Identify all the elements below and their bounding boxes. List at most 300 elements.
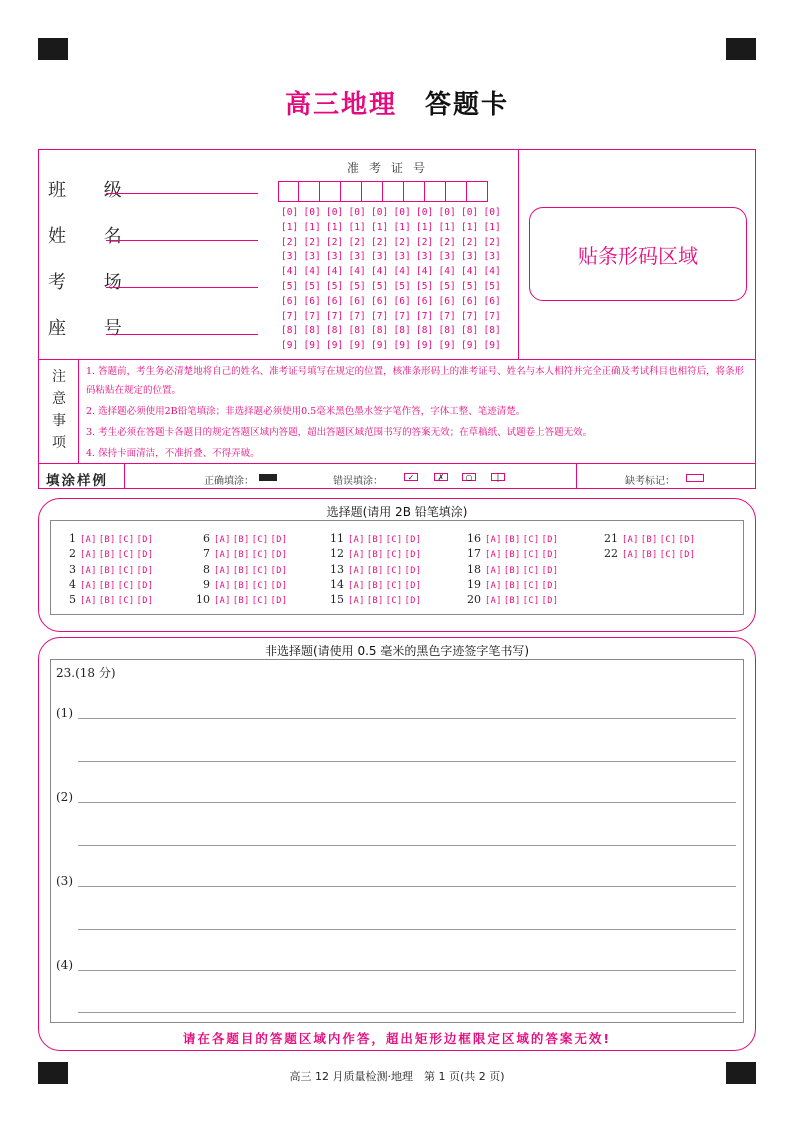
exam-id-box[interactable] (383, 181, 404, 202)
exam-id-digit-bubble[interactable]: [2] (416, 236, 434, 248)
fill-wrong-mark-bar: | (491, 473, 505, 481)
exam-id-digit-bubble[interactable]: [6] (416, 295, 434, 307)
mc-question (192, 547, 289, 560)
exam-id-digit-bubble[interactable]: [1] (281, 221, 299, 233)
exam-id-digit-bubble[interactable]: [5] (281, 280, 299, 292)
mc-option-bubble[interactable]: [B] (366, 596, 384, 607)
exam-id-digit-bubble[interactable]: [9] (303, 340, 321, 352)
exam-id-digit-bubble[interactable]: [2] (348, 236, 366, 248)
essay-part-4-line-2[interactable] (78, 1012, 736, 1013)
exam-id-digit-bubble[interactable]: [8] (281, 325, 299, 337)
mc-option-bubble[interactable]: [B] (232, 596, 250, 607)
mc-option-bubble[interactable]: [C] (251, 580, 269, 591)
fill-example-label: 填涂样例 (46, 473, 108, 489)
exam-id-digit-row (281, 266, 506, 281)
barcode-area: 贴条形码区域 (529, 207, 747, 301)
exam-id-digit-bubble[interactable]: [4] (483, 266, 501, 278)
exam-id-digit-bubble[interactable]: [3] (461, 251, 479, 263)
mc-option-bubble[interactable]: [A] (348, 580, 365, 591)
exam-id-digit-bubble[interactable]: [4] (281, 266, 299, 278)
mc-option-bubble[interactable]: [B] (503, 565, 521, 576)
mc-option-bubble[interactable]: [B] (640, 550, 658, 561)
exam-id-digit-bubble[interactable]: [1] (371, 221, 389, 233)
mc-question-number: 3 (69, 562, 76, 576)
exam-id-digit-bubble[interactable]: [6] (348, 295, 366, 307)
mc-question (463, 578, 560, 591)
mc-question (58, 547, 155, 560)
mc-option-bubble[interactable]: [B] (503, 596, 521, 607)
divider-notice-bottom (38, 463, 756, 464)
mc-question-number: 4 (69, 577, 76, 591)
exam-id-box[interactable] (404, 181, 425, 202)
exam-id-digit-bubble[interactable]: [6] (371, 295, 389, 307)
fill-wrong-label: 错误填涂： (333, 476, 383, 487)
mc-option-bubble[interactable]: [C] (385, 535, 403, 545)
exam-id-digit-bubble[interactable]: [7] (416, 310, 434, 322)
mc-option-bubble[interactable]: [A] (622, 535, 639, 545)
exam-id-digit-bubble[interactable]: [3] (371, 251, 389, 263)
mc-option-bubble[interactable]: [A] (622, 550, 639, 561)
mc-question (463, 563, 560, 576)
exam-id-digit-bubble[interactable]: [6] (461, 295, 479, 307)
exam-id-box[interactable] (467, 181, 488, 202)
mc-option-bubble[interactable]: [D] (270, 565, 288, 576)
mc-option-bubble[interactable]: [B] (232, 565, 250, 576)
exam-id-digit-bubble[interactable]: [0] (303, 207, 321, 218)
mc-option-bubble[interactable]: [B] (98, 550, 116, 561)
exam-id-box[interactable] (446, 181, 467, 202)
notice-label (40, 366, 78, 454)
registration-mark-top-left (38, 38, 68, 60)
exam-id-digit-bubble[interactable]: [5] (483, 280, 501, 292)
mc-question-number: 21 (604, 532, 618, 545)
exam-id-digit-bubble[interactable]: [0] (461, 207, 479, 218)
exam-id-box[interactable] (278, 181, 299, 202)
mc-option-bubble[interactable]: [A] (485, 596, 502, 607)
exam-id-digit-bubble[interactable]: [1] (461, 221, 479, 233)
essay-part-4-label: (4) (56, 958, 73, 972)
exam-id-digit-bubble[interactable]: [6] (326, 295, 344, 307)
exam-id-digit-bubble[interactable]: [3] (438, 251, 456, 263)
title-subject: 高三地理 (284, 90, 397, 120)
mc-option-bubble[interactable]: [B] (640, 535, 658, 545)
exam-id-digit-bubble[interactable]: [8] (438, 325, 456, 337)
mc-option-bubble[interactable]: [C] (522, 535, 540, 545)
exam-id-digit-bubble[interactable]: [3] (281, 251, 299, 263)
mc-question-number: 14 (330, 577, 344, 591)
mc-option-bubble[interactable]: [B] (232, 580, 250, 591)
mc-option-bubble[interactable]: [D] (404, 596, 422, 607)
notice-label-char: 事 (52, 413, 66, 429)
divider-fill-absent (576, 463, 577, 489)
mc-option-bubble[interactable]: [C] (385, 580, 403, 591)
exam-id-digit-bubble[interactable]: [0] (348, 207, 366, 218)
mc-option-bubble[interactable]: [A] (80, 535, 97, 545)
exam-id-digit-bubble[interactable]: [3] (483, 251, 501, 263)
exam-id-digit-row (281, 325, 506, 340)
mc-option-bubble[interactable]: [D] (678, 535, 696, 545)
divider-fill-label (124, 463, 125, 489)
mc-question-number: 10 (196, 593, 210, 607)
exam-id-digit-bubble[interactable]: [8] (393, 325, 411, 337)
essay-part-1-label: (1) (56, 706, 73, 720)
mc-question (192, 563, 289, 576)
exam-id-digit-bubble[interactable]: [1] (416, 221, 434, 233)
mc-option-bubble[interactable]: [A] (348, 535, 365, 545)
exam-id-digit-row (281, 207, 506, 222)
essay-part-2-line-1[interactable] (78, 802, 736, 803)
mc-option-bubble[interactable]: [B] (232, 550, 250, 561)
mc-question (192, 578, 289, 591)
exam-id-digit-bubble[interactable]: [4] (416, 266, 434, 278)
mc-option-bubble[interactable]: [A] (80, 565, 97, 576)
mc-question (326, 578, 423, 591)
exam-id-digit-bubble[interactable]: [9] (371, 340, 389, 352)
exam-id-digit-bubble[interactable]: [4] (348, 266, 366, 278)
exam-id-box[interactable] (362, 181, 383, 202)
mc-option-bubble[interactable]: [D] (136, 565, 154, 576)
mc-option-bubble[interactable]: [D] (270, 580, 288, 591)
mc-option-bubble[interactable]: [A] (485, 535, 502, 545)
exam-id-digit-row (281, 281, 506, 296)
mc-question-number: 13 (330, 562, 344, 576)
exam-id-digit-bubble[interactable]: [1] (393, 221, 411, 233)
exam-id-digit-bubble[interactable]: [5] (461, 280, 479, 292)
essay-part-4-line-1[interactable] (78, 970, 736, 971)
exam-id-digit-bubble[interactable]: [5] (371, 280, 389, 292)
exam-id-digit-bubble[interactable]: [1] (348, 221, 366, 233)
exam-id-digit-bubble[interactable]: [2] (393, 236, 411, 248)
fill-correct-mark (259, 474, 277, 481)
mc-option-bubble[interactable]: [D] (270, 596, 288, 607)
field-seat-label: 座 号 (48, 318, 138, 339)
notice-item-1: 1. 答题前，考生务必清楚地将自己的姓名、准考证号填写在规定的位置，核准条形码上的准考证号、姓名与本人相符并完全正确及考试科目也相符后，将条形码粘贴在规定的位置。 (86, 366, 745, 396)
mc-option-bubble[interactable]: [D] (541, 565, 559, 576)
mc-option-bubble[interactable]: [D] (541, 550, 559, 561)
exam-id-label: 准考证号 (346, 161, 435, 175)
mc-question-number: 2 (69, 547, 76, 561)
exam-id-digit-row (281, 237, 506, 252)
exam-id-digit-bubble[interactable]: [0] (393, 207, 411, 218)
mc-question-number: 18 (467, 562, 481, 576)
exam-id-digit-bubble[interactable]: [4] (438, 266, 456, 278)
mc-option-bubble[interactable]: [D] (270, 550, 288, 561)
exam-id-digit-bubble[interactable]: [9] (393, 340, 411, 352)
exam-id-digit-bubble[interactable]: [4] (326, 266, 344, 278)
mc-option-bubble[interactable]: [C] (117, 550, 135, 561)
mc-option-bubble[interactable]: [D] (136, 535, 154, 545)
notice-label-char: 注 (52, 369, 66, 385)
field-class-label: 班 级 (48, 180, 138, 201)
essay-part-2-line-2[interactable] (78, 845, 736, 846)
exam-id-box[interactable] (299, 181, 320, 202)
exam-id-digit-bubble[interactable]: [0] (483, 207, 501, 218)
exam-id-digit-bubble[interactable]: [3] (393, 251, 411, 263)
exam-id-digit-bubble[interactable]: [8] (416, 325, 434, 337)
exam-id-box[interactable] (425, 181, 446, 202)
field-seat-input[interactable] (106, 334, 258, 335)
mc-option-bubble[interactable]: [A] (348, 550, 365, 561)
mc-question (326, 593, 423, 606)
exam-id-digit-bubble[interactable]: [4] (371, 266, 389, 278)
exam-id-digit-bubble[interactable]: [6] (393, 295, 411, 307)
mc-question-number: 22 (604, 547, 618, 561)
exam-id-digit-bubble[interactable]: [8] (326, 325, 344, 337)
mc-option-bubble[interactable]: [D] (270, 535, 288, 545)
exam-id-digit-bubble[interactable]: [4] (303, 266, 321, 278)
mc-option-bubble[interactable]: [A] (348, 565, 365, 576)
registration-mark-top-right (726, 38, 756, 60)
mc-option-bubble[interactable]: [A] (214, 550, 231, 561)
exam-id-digit-bubble[interactable]: [0] (281, 207, 299, 218)
mc-option-bubble[interactable]: [A] (348, 596, 365, 607)
exam-id-digit-bubble[interactable]: [8] (371, 325, 389, 337)
exam-id-digit-bubble[interactable]: [0] (438, 207, 456, 218)
exam-id-digit-bubble[interactable]: [6] (303, 295, 321, 307)
mc-option-bubble[interactable]: [B] (366, 580, 384, 591)
mc-option-bubble[interactable]: [A] (214, 596, 231, 607)
mc-option-bubble[interactable]: [A] (485, 580, 502, 591)
mc-section-title: 选择题(请用 2B 铅笔填涂) (326, 505, 468, 519)
mc-option-bubble[interactable]: [C] (251, 535, 269, 545)
exam-id-digit-bubble[interactable]: [4] (393, 266, 411, 278)
mc-option-bubble[interactable]: [B] (98, 580, 116, 591)
mc-question-number: 7 (203, 547, 210, 561)
exam-id-digit-bubble[interactable]: [3] (303, 251, 321, 263)
mc-option-bubble[interactable]: [C] (385, 596, 403, 607)
exam-id-digit-row (281, 311, 506, 326)
essay-part-3-line-1[interactable] (78, 886, 736, 887)
title-card: 答题卡 (425, 90, 510, 120)
exam-id-digit-bubble[interactable]: [7] (348, 310, 366, 322)
exam-id-digit-bubble[interactable]: [7] (326, 310, 344, 322)
mc-option-bubble[interactable]: [C] (659, 535, 677, 545)
exam-id-digit-bubble[interactable]: [4] (461, 266, 479, 278)
mc-question-number: 6 (203, 532, 210, 545)
mc-option-bubble[interactable]: [C] (385, 565, 403, 576)
mc-option-bubble[interactable]: [C] (385, 550, 403, 561)
exam-id-digit-bubble[interactable]: [8] (483, 325, 501, 337)
exam-id-digit-bubble[interactable]: [7] (281, 310, 299, 322)
exam-id-digit-bubble[interactable]: [0] (371, 207, 389, 218)
exam-id-digit-bubble[interactable]: [3] (326, 251, 344, 263)
exam-id-digit-bubble[interactable]: [5] (438, 280, 456, 292)
exam-id-digit-bubble[interactable]: [1] (303, 221, 321, 233)
fill-wrong-mark-check: ✓ (404, 473, 418, 481)
mc-question (58, 563, 155, 576)
mc-option-bubble[interactable]: [A] (214, 535, 231, 545)
mc-question-number: 17 (467, 547, 481, 561)
exam-id-digit-grid (281, 207, 506, 355)
mc-option-bubble[interactable]: [C] (117, 580, 135, 591)
mc-question (326, 563, 423, 576)
exam-id-box[interactable] (341, 181, 362, 202)
mc-question-number: 19 (467, 577, 481, 591)
mc-question-number: 11 (330, 532, 344, 545)
mc-option-bubble[interactable]: [B] (366, 565, 384, 576)
exam-id-digit-bubble[interactable]: [2] (281, 236, 299, 248)
mc-option-bubble[interactable]: [B] (366, 550, 384, 561)
mc-option-bubble[interactable]: [D] (404, 535, 422, 545)
exam-id-digit-bubble[interactable]: [9] (326, 340, 344, 352)
mc-option-bubble[interactable]: [C] (659, 550, 677, 561)
exam-id-digit-bubble[interactable]: [9] (483, 340, 501, 352)
fill-wrong-mark-cross: ✗ (434, 473, 448, 481)
mc-option-bubble[interactable]: [C] (522, 565, 540, 576)
absent-label: 缺考标记： (625, 476, 675, 487)
mc-question (600, 532, 697, 545)
mc-option-bubble[interactable]: [C] (117, 596, 135, 607)
mc-question (58, 578, 155, 591)
exam-id-digit-bubble[interactable]: [2] (371, 236, 389, 248)
essay-part-1-line-2[interactable] (78, 761, 736, 762)
mc-question-number: 16 (467, 532, 481, 545)
exam-id-digit-bubble[interactable]: [2] (483, 236, 501, 248)
mc-question (192, 532, 289, 545)
mc-option-bubble[interactable]: [A] (214, 580, 231, 591)
notice-label-char: 项 (52, 435, 66, 451)
field-class-input[interactable] (106, 193, 258, 194)
exam-id-digit-bubble[interactable]: [7] (393, 310, 411, 322)
mc-option-bubble[interactable]: [C] (117, 565, 135, 576)
exam-id-digit-bubble[interactable]: [8] (461, 325, 479, 337)
exam-id-digit-bubble[interactable]: [7] (461, 310, 479, 322)
field-room-input[interactable] (106, 287, 258, 288)
mc-option-bubble[interactable]: [D] (541, 580, 559, 591)
exam-id-digit-bubble[interactable]: [9] (348, 340, 366, 352)
exam-id-digit-row (281, 340, 506, 355)
essay-section-title: 非选择题(请使用 0.5 毫米的黑色字迹签字笔书写) (264, 644, 530, 658)
exam-id-digit-bubble[interactable]: [1] (483, 221, 501, 233)
mc-option-bubble[interactable]: [B] (503, 535, 521, 545)
notice-item-3: 3. 考生必须在答题卡各题目的规定答题区域内答题，超出答题区域范围书写的答案无效；在草稿纸、试题卷上答题无效。 (86, 427, 593, 438)
exam-id-digit-bubble[interactable]: [2] (303, 236, 321, 248)
exam-id-digit-bubble[interactable]: [9] (438, 340, 456, 352)
absent-mark-box[interactable] (686, 474, 704, 482)
essay-answer-box (50, 659, 744, 1023)
mc-option-bubble[interactable]: [B] (98, 565, 116, 576)
mc-option-bubble[interactable]: [C] (251, 565, 269, 576)
exam-id-digit-bubble[interactable]: [2] (461, 236, 479, 248)
mc-option-bubble[interactable]: [B] (232, 535, 250, 545)
mc-option-bubble[interactable]: [D] (136, 596, 154, 607)
notice-label-char: 意 (52, 391, 66, 407)
exam-id-digit-bubble[interactable]: [9] (416, 340, 434, 352)
exam-id-digit-bubble[interactable]: [0] (416, 207, 434, 218)
exam-id-digit-bubble[interactable]: [1] (438, 221, 456, 233)
mc-question-number: 15 (330, 593, 344, 607)
mc-question-number: 5 (69, 593, 76, 607)
mc-option-bubble[interactable]: [D] (678, 550, 696, 561)
mc-option-bubble[interactable]: [A] (485, 550, 502, 561)
exam-id-digit-bubble[interactable]: [0] (326, 207, 344, 218)
exam-id-box[interactable] (320, 181, 341, 202)
page-footer: 高三 12 月质量检测·地理 第 1 页(共 2 页) (289, 1070, 505, 1083)
page-title (0, 84, 794, 121)
field-room-label: 考 场 (48, 272, 138, 293)
essay-part-3-line-2[interactable] (78, 929, 736, 930)
mc-option-bubble[interactable]: [A] (80, 596, 97, 607)
mc-question (600, 547, 697, 560)
exam-id-digit-bubble[interactable]: [6] (483, 295, 501, 307)
divider-barcode (518, 149, 519, 359)
mc-option-bubble[interactable]: [B] (98, 535, 116, 545)
exam-id-digit-bubble[interactable]: [9] (281, 340, 299, 352)
mc-question (463, 532, 560, 545)
mc-option-bubble[interactable]: [B] (503, 550, 521, 561)
mc-option-bubble[interactable]: [D] (404, 565, 422, 576)
exam-id-digit-row (281, 296, 506, 311)
mc-question (463, 593, 560, 606)
essay-part-2-label: (2) (56, 790, 73, 804)
field-name-input[interactable] (106, 240, 258, 241)
exam-id-digit-bubble[interactable]: [1] (326, 221, 344, 233)
exam-id-digit-bubble[interactable]: [8] (303, 325, 321, 337)
exam-id-digit-bubble[interactable]: [2] (326, 236, 344, 248)
exam-id-digit-bubble[interactable]: [7] (483, 310, 501, 322)
mc-question-number: 1 (69, 532, 76, 545)
mc-question (58, 532, 155, 545)
field-name-label: 姓 名 (48, 226, 138, 247)
mc-option-bubble[interactable]: [D] (541, 535, 559, 545)
notice-item-2: 2. 选择题必须使用2B铅笔填涂；非选择题必须使用0.5毫米黑色墨水签字笔作答，字体工整、笔迹清楚。 (86, 406, 526, 417)
exam-id-digit-bubble[interactable]: [8] (348, 325, 366, 337)
mc-option-bubble[interactable]: [C] (117, 535, 135, 545)
exam-id-digit-row (281, 222, 506, 237)
exam-id-digit-bubble[interactable]: [5] (348, 280, 366, 292)
mc-question (326, 547, 423, 560)
exam-id-digit-bubble[interactable]: [9] (461, 340, 479, 352)
mc-option-bubble[interactable]: [D] (541, 596, 559, 607)
mc-option-bubble[interactable]: [C] (251, 596, 269, 607)
exam-id-digit-bubble[interactable]: [3] (416, 251, 434, 263)
mc-option-bubble[interactable]: [C] (251, 550, 269, 561)
exam-id-digit-bubble[interactable]: [3] (348, 251, 366, 263)
mc-option-bubble[interactable]: [C] (522, 580, 540, 591)
mc-option-bubble[interactable]: [C] (522, 596, 540, 607)
mc-option-bubble[interactable]: [C] (522, 550, 540, 561)
mc-question-number: 8 (203, 562, 210, 576)
exam-id-digit-bubble[interactable]: [7] (303, 310, 321, 322)
mc-question-number: 9 (203, 577, 210, 591)
mc-option-bubble[interactable]: [D] (404, 550, 422, 561)
exam-id-digit-bubble[interactable]: [7] (438, 310, 456, 322)
mc-option-bubble[interactable]: [B] (503, 580, 521, 591)
essay-part-1-line-1[interactable] (78, 718, 736, 719)
fill-correct-label: 正确填涂： (204, 476, 254, 487)
mc-option-bubble[interactable]: [B] (98, 596, 116, 607)
mc-option-bubble[interactable]: [A] (485, 565, 502, 576)
mc-option-bubble[interactable]: [D] (136, 580, 154, 591)
exam-id-digit-bubble[interactable]: [2] (438, 236, 456, 248)
mc-option-bubble[interactable]: [A] (80, 580, 97, 591)
divider-notice-label (78, 359, 79, 463)
exam-id-digit-bubble[interactable]: [7] (371, 310, 389, 322)
mc-option-bubble[interactable]: [B] (366, 535, 384, 545)
exam-id-digit-bubble[interactable]: [5] (303, 280, 321, 292)
exam-id-digit-row (281, 251, 506, 266)
mc-option-bubble[interactable]: [D] (136, 550, 154, 561)
exam-id-digit-bubble[interactable]: [5] (326, 280, 344, 292)
exam-id-digit-bubble[interactable]: [6] (281, 295, 299, 307)
mc-option-bubble[interactable]: [A] (80, 550, 97, 561)
exam-id-digit-bubble[interactable]: [5] (416, 280, 434, 292)
fill-wrong-mark-circle: ○ (462, 473, 476, 481)
mc-option-bubble[interactable]: [D] (404, 580, 422, 591)
mc-option-bubble[interactable]: [A] (214, 565, 231, 576)
exam-id-digit-bubble[interactable]: [5] (393, 280, 411, 292)
exam-id-digit-bubble[interactable]: [6] (438, 295, 456, 307)
